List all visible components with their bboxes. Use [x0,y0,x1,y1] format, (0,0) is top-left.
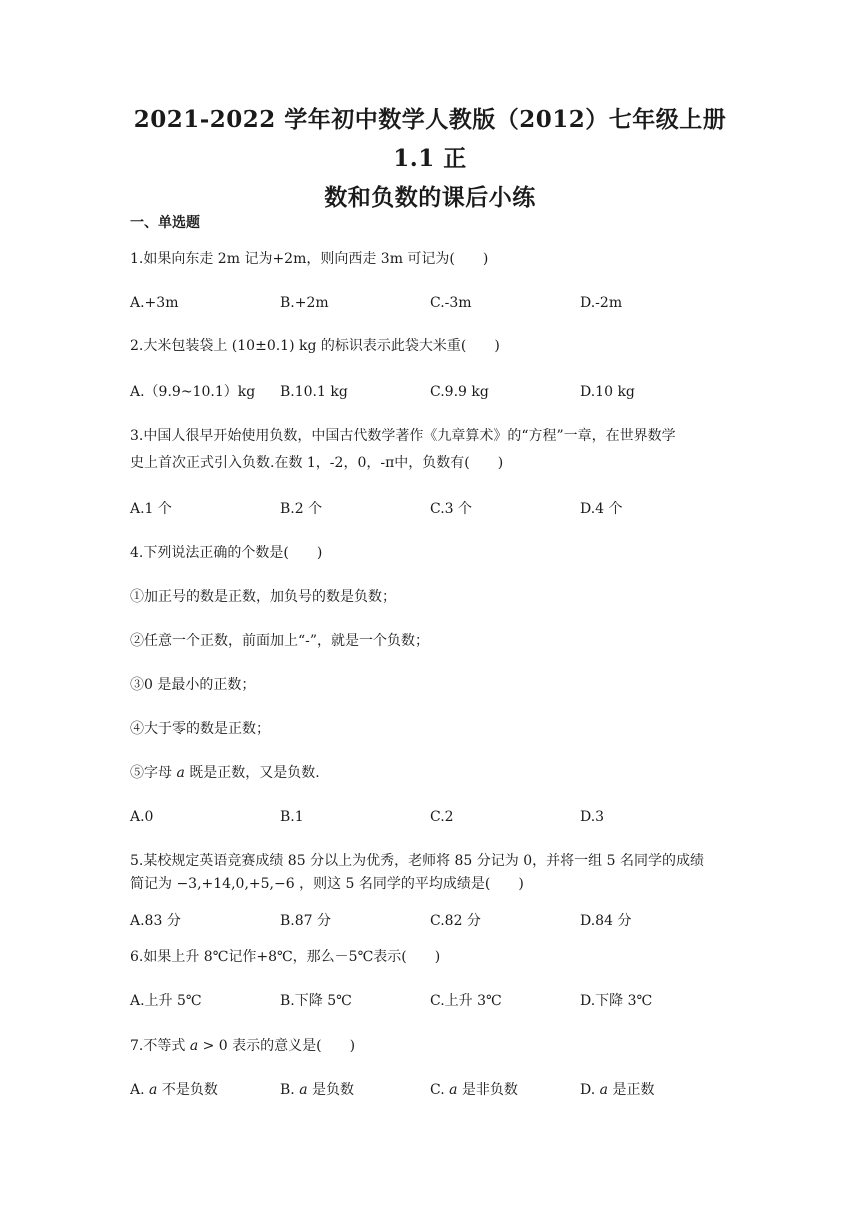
variable-a: a [599,1082,608,1098]
statement-5-suffix: 既是正数，又是负数. [184,765,320,781]
question-3-option-a: A.1 个 [130,501,172,517]
question-4-option-c: C.2 [430,809,454,825]
question-7-option-b [280,1081,354,1099]
question-5-option-b: B.87 分 [280,913,332,929]
option-label: C. [430,1082,450,1098]
question-2-option-a: A.（9.9~10.1）kg [130,384,256,400]
question-2-option-c: C.9.9 kg [430,384,489,400]
question-4-statement-2: ②任意一个正数，前面加上“-”，就是一个负数； [130,633,430,649]
question-1-option-d: D.-2m [580,295,623,311]
statement-5-prefix: ⑤字母 [130,765,177,781]
question-2-stem: 2.大米包装袋上 (10±0.1) kg 的标识表示此袋大米重( ) [130,338,500,354]
question-3-option-b: B.2 个 [280,501,323,517]
question-3-stem-line-1: 3.中国人很早开始使用负数，中国古代数学著作《九章算术》的“方程”一章，在世界数学 [130,428,676,444]
question-4-option-b: B.1 [280,809,304,825]
question-2-option-b: B.10.1 kg [280,384,348,400]
question-2-option-d: D.10 kg [580,384,635,400]
question-7-option-c [430,1081,518,1099]
question-1-stem: 1.如果向东走 2m 记为+2m，则向西走 3m 可记为( ) [130,251,489,267]
variable-a: a [299,1082,308,1098]
question-7-option-d [580,1081,654,1099]
question-4-statement-3: ③0 是最小的正数； [130,677,256,693]
question-4-stem: 4.下列说法正确的个数是( ) [130,545,323,561]
question-5-stem-line-1: 5.某校规定英语竞赛成绩 85 分以上为优秀，老师将 85 分记为 0，并将一组 5 名同学的成绩 [130,853,704,869]
document-title [110,100,750,217]
question-4-statement-1: ①加正号的数是正数，加负号的数是负数； [130,589,396,605]
option-text: 是负数 [307,1082,355,1098]
variable-a: a [189,1038,199,1054]
option-text: 不是负数 [157,1082,218,1098]
option-text: 是非负数 [457,1082,518,1098]
question-1-option-b: B.+2m [280,295,329,311]
question-5-option-d: D.84 分 [580,913,632,929]
variable-a: a [149,1082,158,1098]
variable-a: a [449,1082,458,1098]
option-label: A. [130,1082,150,1098]
question-3-stem-line-2: 史上首次正式引入负数.在数 1，-2，0，-π中，负数有( ) [130,455,504,471]
question-7-stem [130,1037,735,1055]
option-text: 是正数 [608,1082,655,1098]
question-6-stem: 6.如果上升 8℃记作+8℃，那么－5℃表示( ) [130,949,441,965]
question-6-option-b: B.下降 5℃ [280,993,352,1009]
option-label: D. [580,1082,600,1098]
question-1-option-a: A.+3m [130,295,179,311]
question-7-option-a [130,1081,218,1099]
question-5-option-c: C.82 分 [430,913,481,929]
question-4-statement-5 [130,764,735,782]
question-3-option-c: C.3 个 [430,501,473,517]
question-6-option-d: D.下降 3℃ [580,993,653,1009]
variable-a: a [176,765,185,781]
question-3-option-d: D.4 个 [580,501,623,517]
question-4-statement-4: ④大于零的数是正数； [130,721,270,737]
question-7-prefix: 7.不等式 [130,1038,190,1054]
title-line-2: 数和负数的课后小练 [324,184,536,211]
section-heading: 一、单选题 [130,215,200,231]
question-7-suffix: > 0 表示的意义是( ) [198,1038,356,1054]
question-6-option-a: A.上升 5℃ [130,993,202,1009]
title-line-1: 2021-2022 学年初中数学人教版（2012）七年级上册 1.1 正 [133,106,727,172]
question-6-option-c: C.上升 3℃ [430,993,502,1009]
question-4-option-a: A.0 [130,809,154,825]
question-4-option-d: D.3 [580,809,605,825]
question-1-option-c: C.-3m [430,295,472,311]
question-5-stem-line-2: 简记为 −3,+14,0,+5,−6 ，则这 5 名同学的平均成绩是( ) [130,876,524,892]
option-label: B. [280,1082,300,1098]
question-5-option-a: A.83 分 [130,913,181,929]
